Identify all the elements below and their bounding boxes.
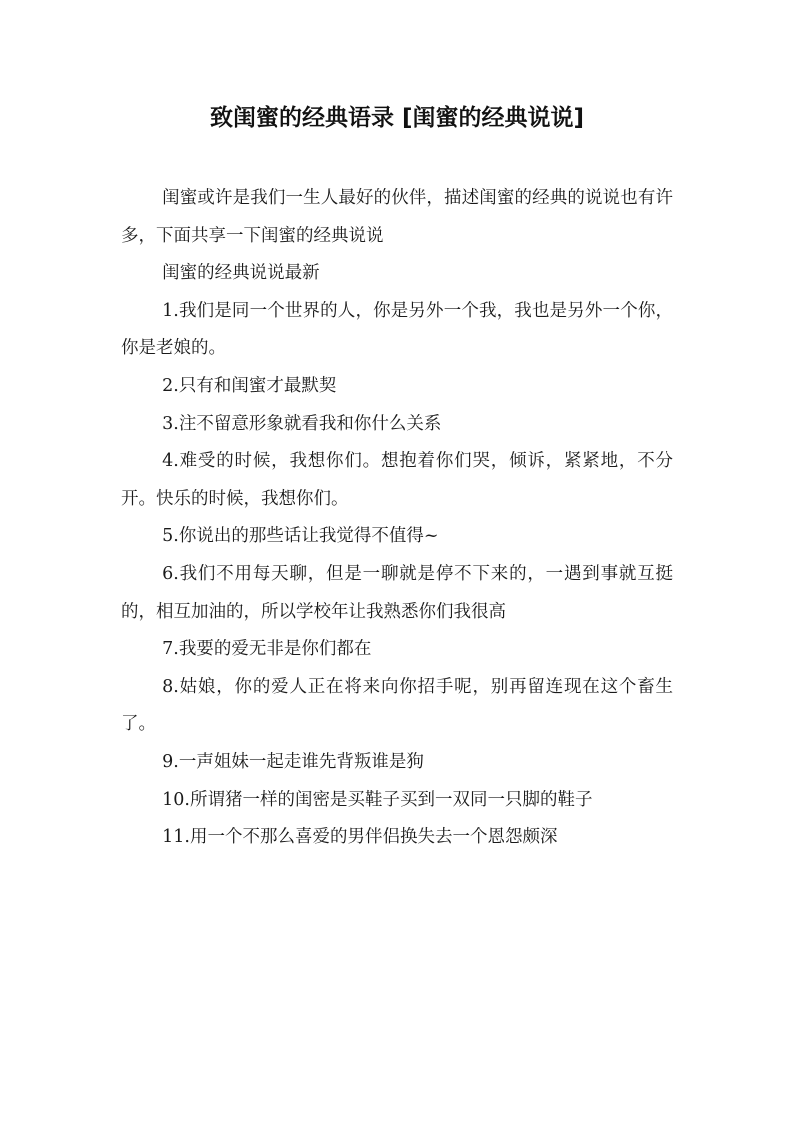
quote-item: 10.所谓猪一样的闺密是买鞋子买到一双同一只脚的鞋子	[162, 789, 593, 810]
paragraph-section-heading: 闺蜜的经典说说最新	[162, 263, 320, 284]
document-title: 致闺蜜的经典语录 [闺蜜的经典说说]	[209, 105, 585, 131]
document-body	[121, 180, 673, 857]
quote-item: 8.姑娘，你的爱人正在将来向你招手呢，别再留连现在这个畜生了。	[121, 676, 673, 735]
quote-item: 7.我要的爱无非是你们都在	[162, 639, 372, 660]
quote-item: 4.难受的时候，我想你们。想抱着你们哭，倾诉，紧紧地，不分开。快乐的时候，我想你们。	[121, 451, 673, 509]
paragraph-intro: 闺蜜或许是我们一生人最好的伙伴，描述闺蜜的经典的说说也有许多，下面共享一下闺蜜的经典说说	[121, 188, 673, 246]
quote-item: 11.用一个不那么喜爱的男伴侣换失去一个恩怨颇深	[162, 827, 558, 848]
quote-item: 9.一声姐妹一起走谁先背叛谁是狗	[162, 751, 424, 772]
quote-item: 1.我们是同一个世界的人，你是另外一个我，我也是另外一个你，你是老娘的。	[121, 300, 673, 359]
quote-item: 5.你说出的那些话让我觉得不值得~	[162, 526, 439, 547]
quote-item: 3.注不留意形象就看我和你什么关系	[162, 413, 442, 434]
quote-item: 2.只有和闺蜜才最默契	[162, 375, 337, 396]
quote-item: 6.我们不用每天聊，但是一聊就是停不下来的，一遇到事就互挺的，相互加油的，所以学校年让我熟悉你们我很高	[121, 563, 673, 622]
